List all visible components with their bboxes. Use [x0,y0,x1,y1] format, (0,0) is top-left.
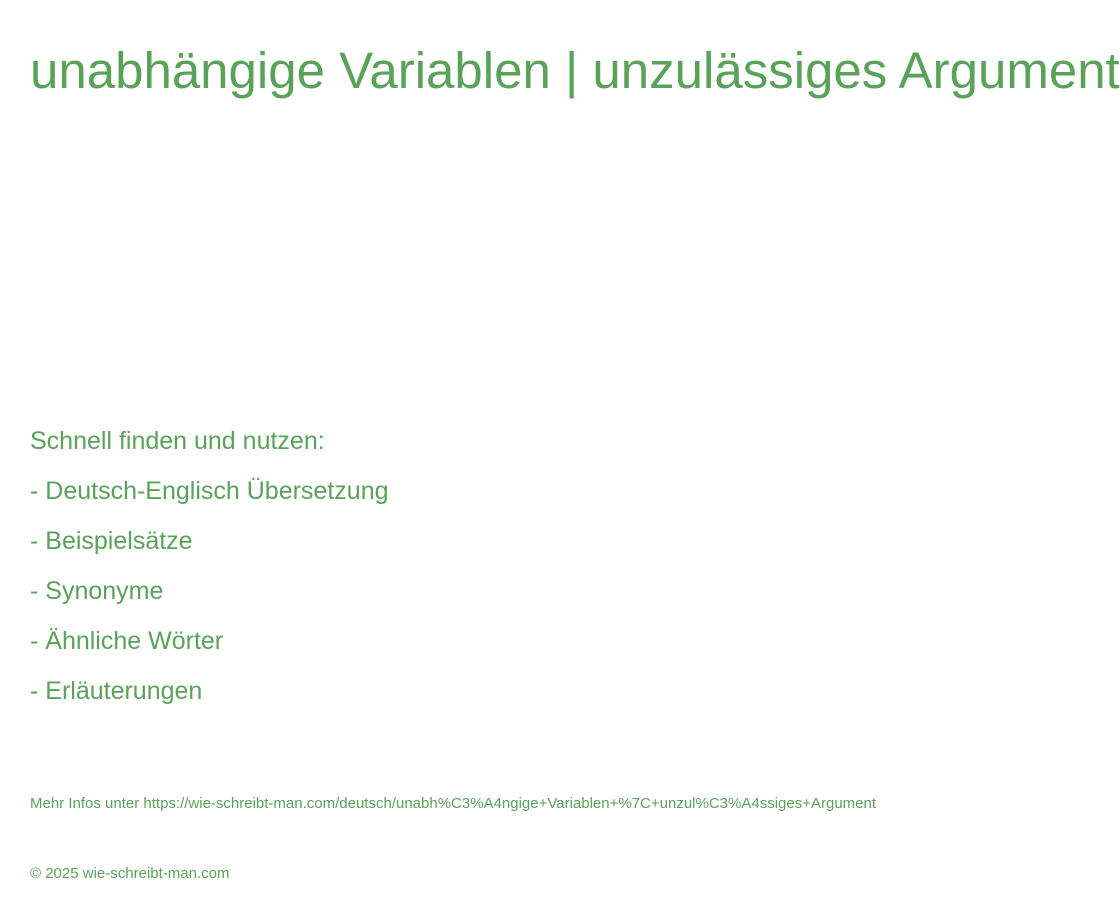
copyright-notice: © 2025 wie-schreibt-man.com [30,865,230,882]
feature-item-explanations: - Erläuterungen [30,677,203,705]
feature-list-heading: Schnell finden und nutzen: [30,427,325,455]
feature-list [30,416,389,716]
page-title: unabhängige Variablen | unzulässiges Argument [30,42,1120,99]
feature-item-synonyms: - Synonyme [30,577,164,605]
feature-item-example-sentences: - Beispielsätze [30,527,193,555]
feature-item-similar-words: - Ähnliche Wörter [30,627,224,655]
more-info-link[interactable]: Mehr Infos unter https://wie-schreibt-man.com/deutsch/unabh%C3%A4ngige+Variablen+%7C+unzul%C3%A4ssiges+Argument [30,795,877,812]
feature-item-translation: - Deutsch-Englisch Übersetzung [30,477,389,505]
